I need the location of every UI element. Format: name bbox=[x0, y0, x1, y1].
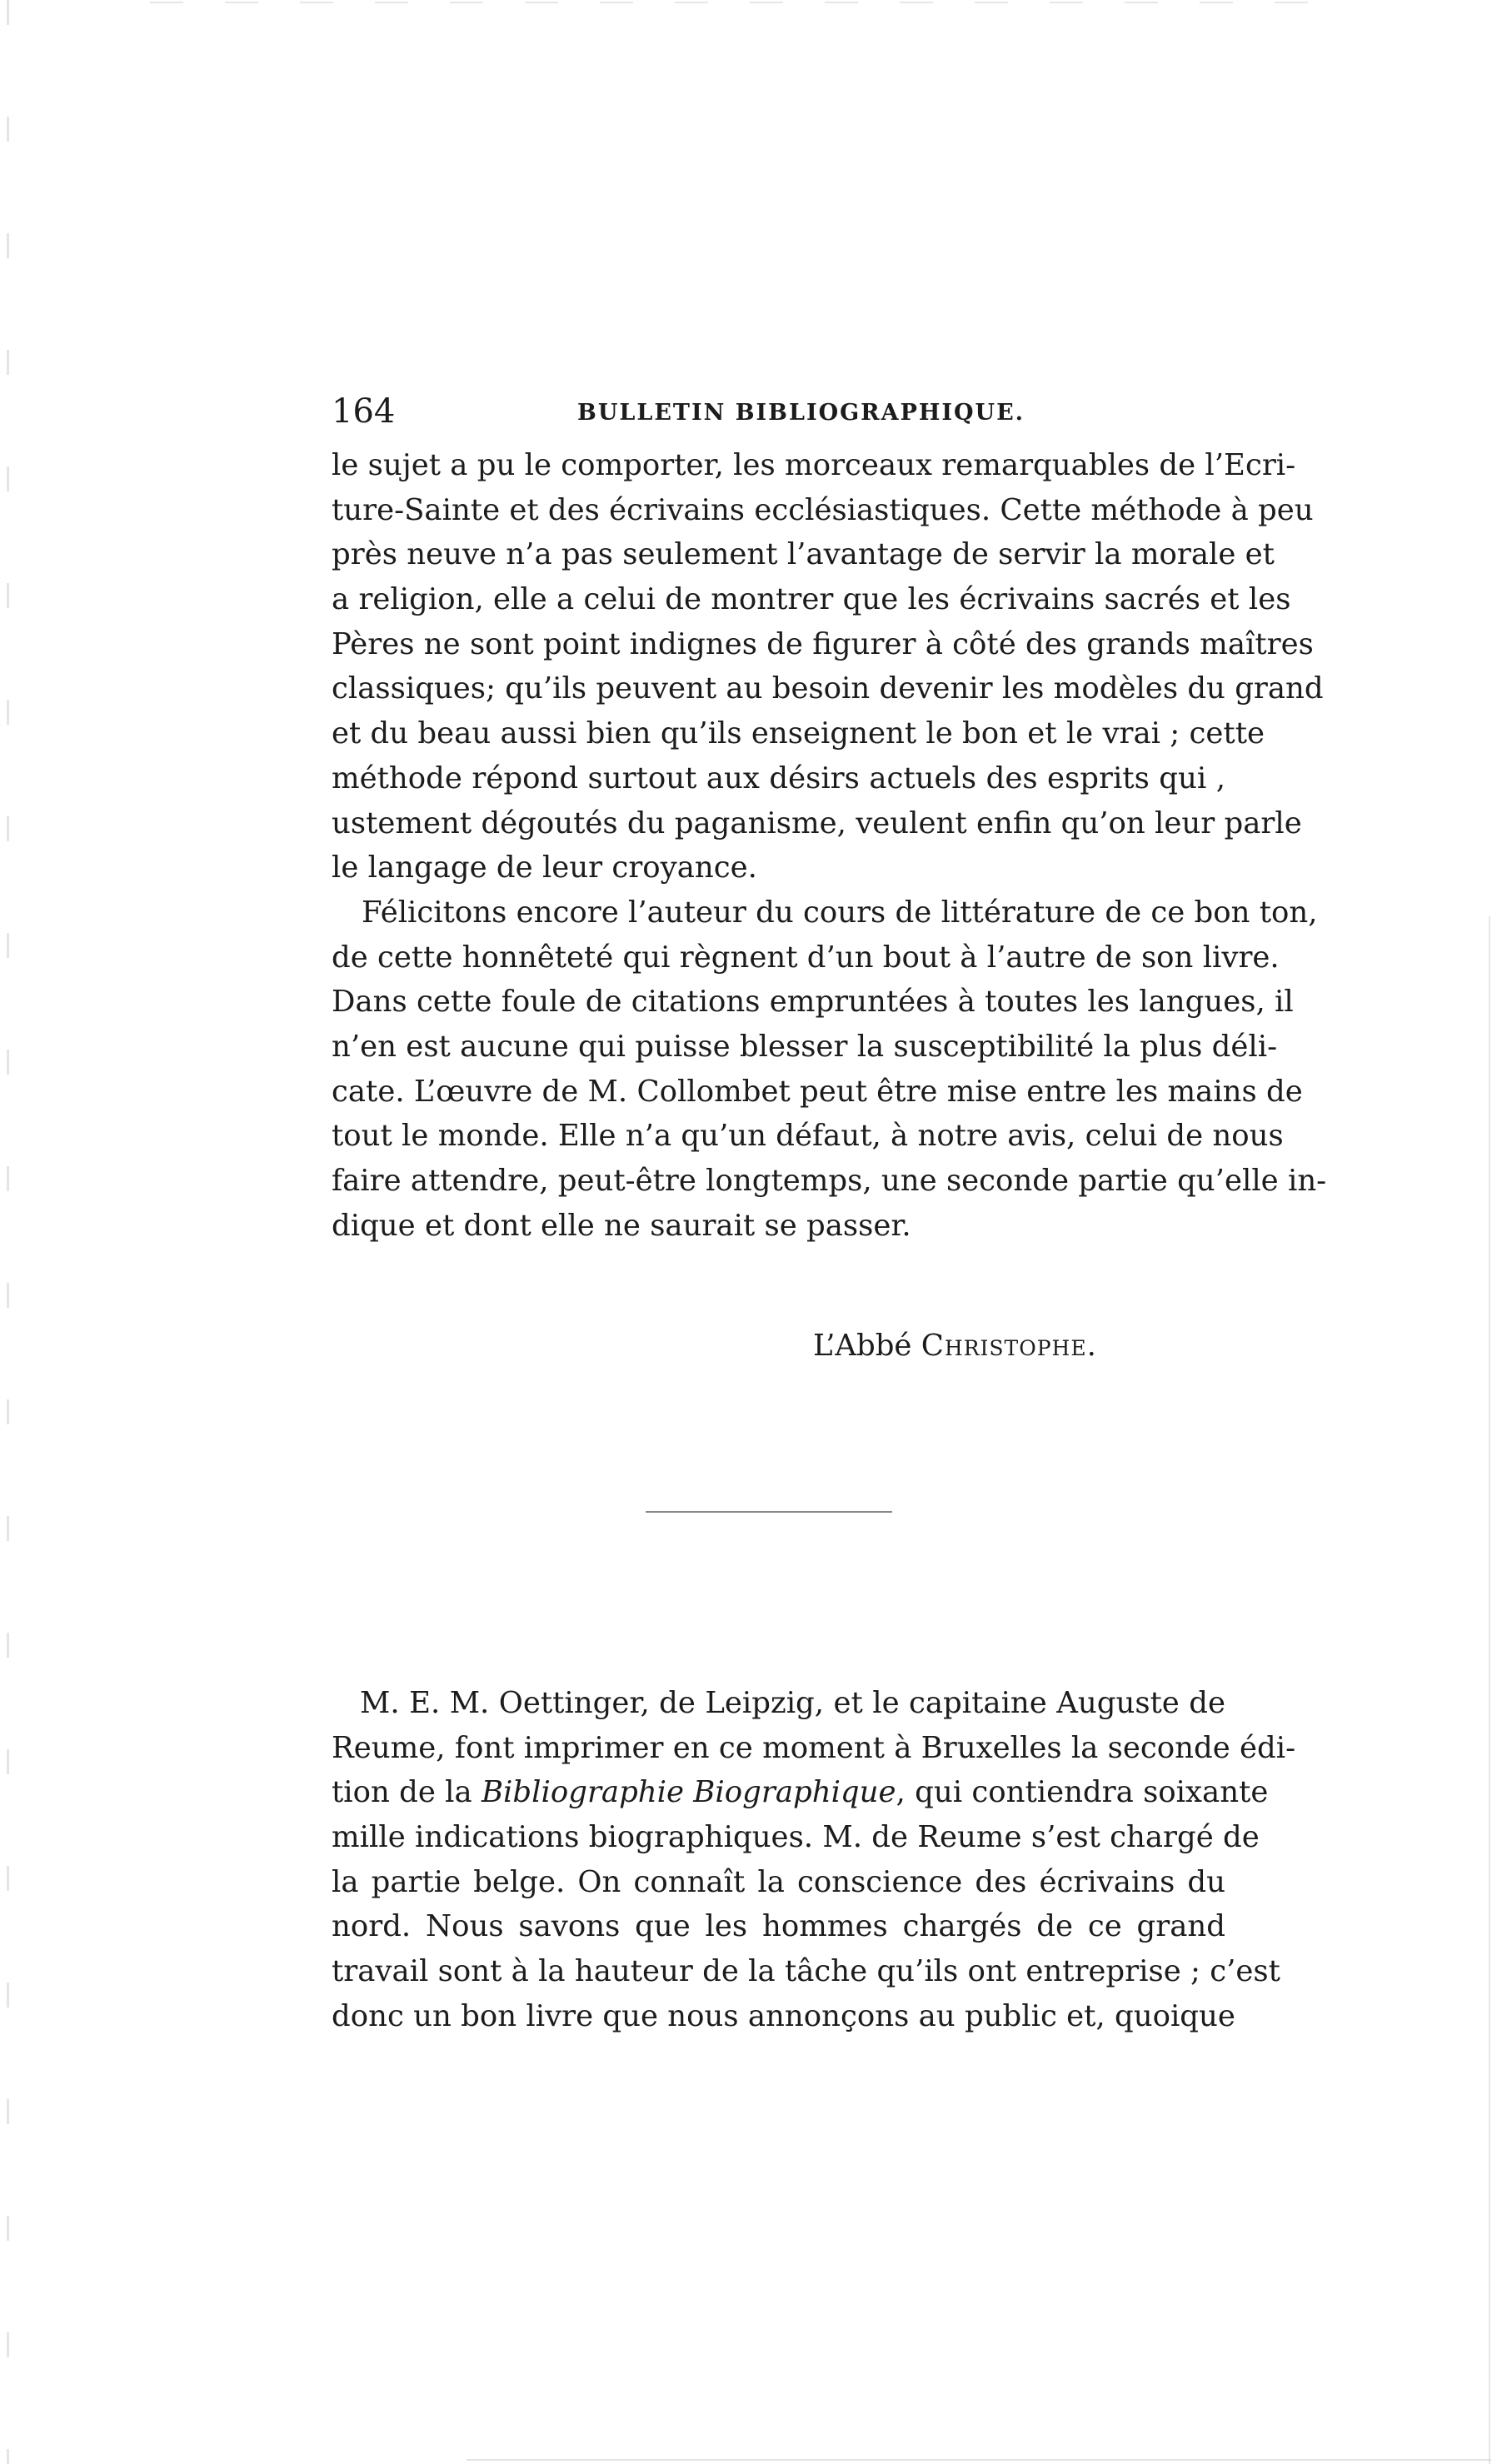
running-title: BULLETIN BIBLIOGRAPHIQUE. bbox=[577, 400, 1025, 426]
text-fragment: tion de la bbox=[332, 1775, 482, 1810]
text-line: Reume, font imprimer en ce moment à Bruxelles la seconde édi- bbox=[332, 1730, 1296, 1765]
text-line: faire attendre, peut-être longtemps, une seconde partie qu’elle in- bbox=[332, 1164, 1327, 1198]
page-number: 164 bbox=[332, 392, 396, 431]
text-line: Pères ne sont point indignes de figurer à côté des grands maîtres bbox=[332, 626, 1314, 661]
scan-edge-right bbox=[1489, 916, 1490, 2464]
text-line: cate. L’œuvre de M. Collombet peut être mise entre les mains de bbox=[332, 1074, 1303, 1109]
running-head bbox=[332, 392, 1227, 431]
text-line: classiques; qu’ils peuvent au besoin devenir les modèles du grand bbox=[332, 671, 1324, 706]
text-line: Dans cette foule de citations empruntées à toutes les langues, il bbox=[332, 985, 1294, 1020]
scan-edge-top bbox=[150, 2, 1316, 3]
text-line: la partie belge. On connaît la conscience des écrivains du bbox=[332, 1864, 1225, 1899]
text-line: nord. Nous savons que les hommes chargés de ce grand bbox=[332, 1909, 1225, 1944]
paragraph-start-line: Félicitons encore l’auteur du cours de littérature de ce bon ton, bbox=[362, 895, 1318, 930]
scan-edge-bottom bbox=[467, 2459, 1491, 2461]
author-signature bbox=[813, 1325, 1097, 1367]
review-text bbox=[332, 443, 1327, 1248]
text-line: n’en est aucune qui puisse blesser la susceptibilité la plus déli- bbox=[332, 1029, 1278, 1064]
book-title: Bibliographie Biographique bbox=[481, 1775, 896, 1810]
signature-name: Christophe. bbox=[921, 1329, 1097, 1363]
signature-prefix: L’Abbé bbox=[813, 1329, 912, 1363]
text-line: près neuve n’a pas seulement l’avantage de servir la morale et bbox=[332, 537, 1275, 572]
text-line bbox=[332, 1770, 1269, 1815]
text-fragment: , qui contiendra soixante bbox=[896, 1775, 1269, 1810]
text-line: mille indications biographiques. M. de Reume s’est chargé de bbox=[332, 1820, 1260, 1855]
text-line: méthode répond surtout aux désirs actuels des esprits qui , bbox=[332, 761, 1225, 796]
text-line: le langage de leur croyance. bbox=[332, 850, 757, 885]
text-line: le sujet a pu le comporter, les morceaux remarquables de l’Ecri- bbox=[332, 448, 1296, 482]
bibliography-notice bbox=[332, 1681, 1296, 2039]
paragraph-start-line: M. E. M. Oettinger, de Leipzig, et le capitaine Auguste de bbox=[360, 1686, 1225, 1720]
scan-edge-left bbox=[7, 0, 9, 2464]
text-line: et du beau aussi bien qu’ils enseignent le bon et le vrai ; cette bbox=[332, 716, 1265, 751]
text-line: dique et dont elle ne saurait se passer. bbox=[332, 1208, 911, 1243]
text-line: ustement dégoutés du paganisme, veulent enfin qu’on leur parle bbox=[332, 806, 1302, 840]
text-line: ture-Sainte et des écrivains ecclésiastiques. Cette méthode à peu bbox=[332, 492, 1314, 527]
text-line: tout le monde. Elle n’a qu’un défaut, à notre avis, celui de nous bbox=[332, 1119, 1284, 1154]
text-line: de cette honnêteté qui règnent d’un bout à l’autre de son livre. bbox=[332, 940, 1280, 975]
section-divider bbox=[646, 1511, 892, 1513]
text-line: donc un bon livre que nous annonçons au public et, quoique bbox=[332, 1998, 1235, 2033]
text-line: travail sont à la hauteur de la tâche qu’ils ont entreprise ; c’est bbox=[332, 1954, 1280, 1989]
text-line: a religion, elle a celui de montrer que les écrivains sacrés et les bbox=[332, 582, 1291, 617]
